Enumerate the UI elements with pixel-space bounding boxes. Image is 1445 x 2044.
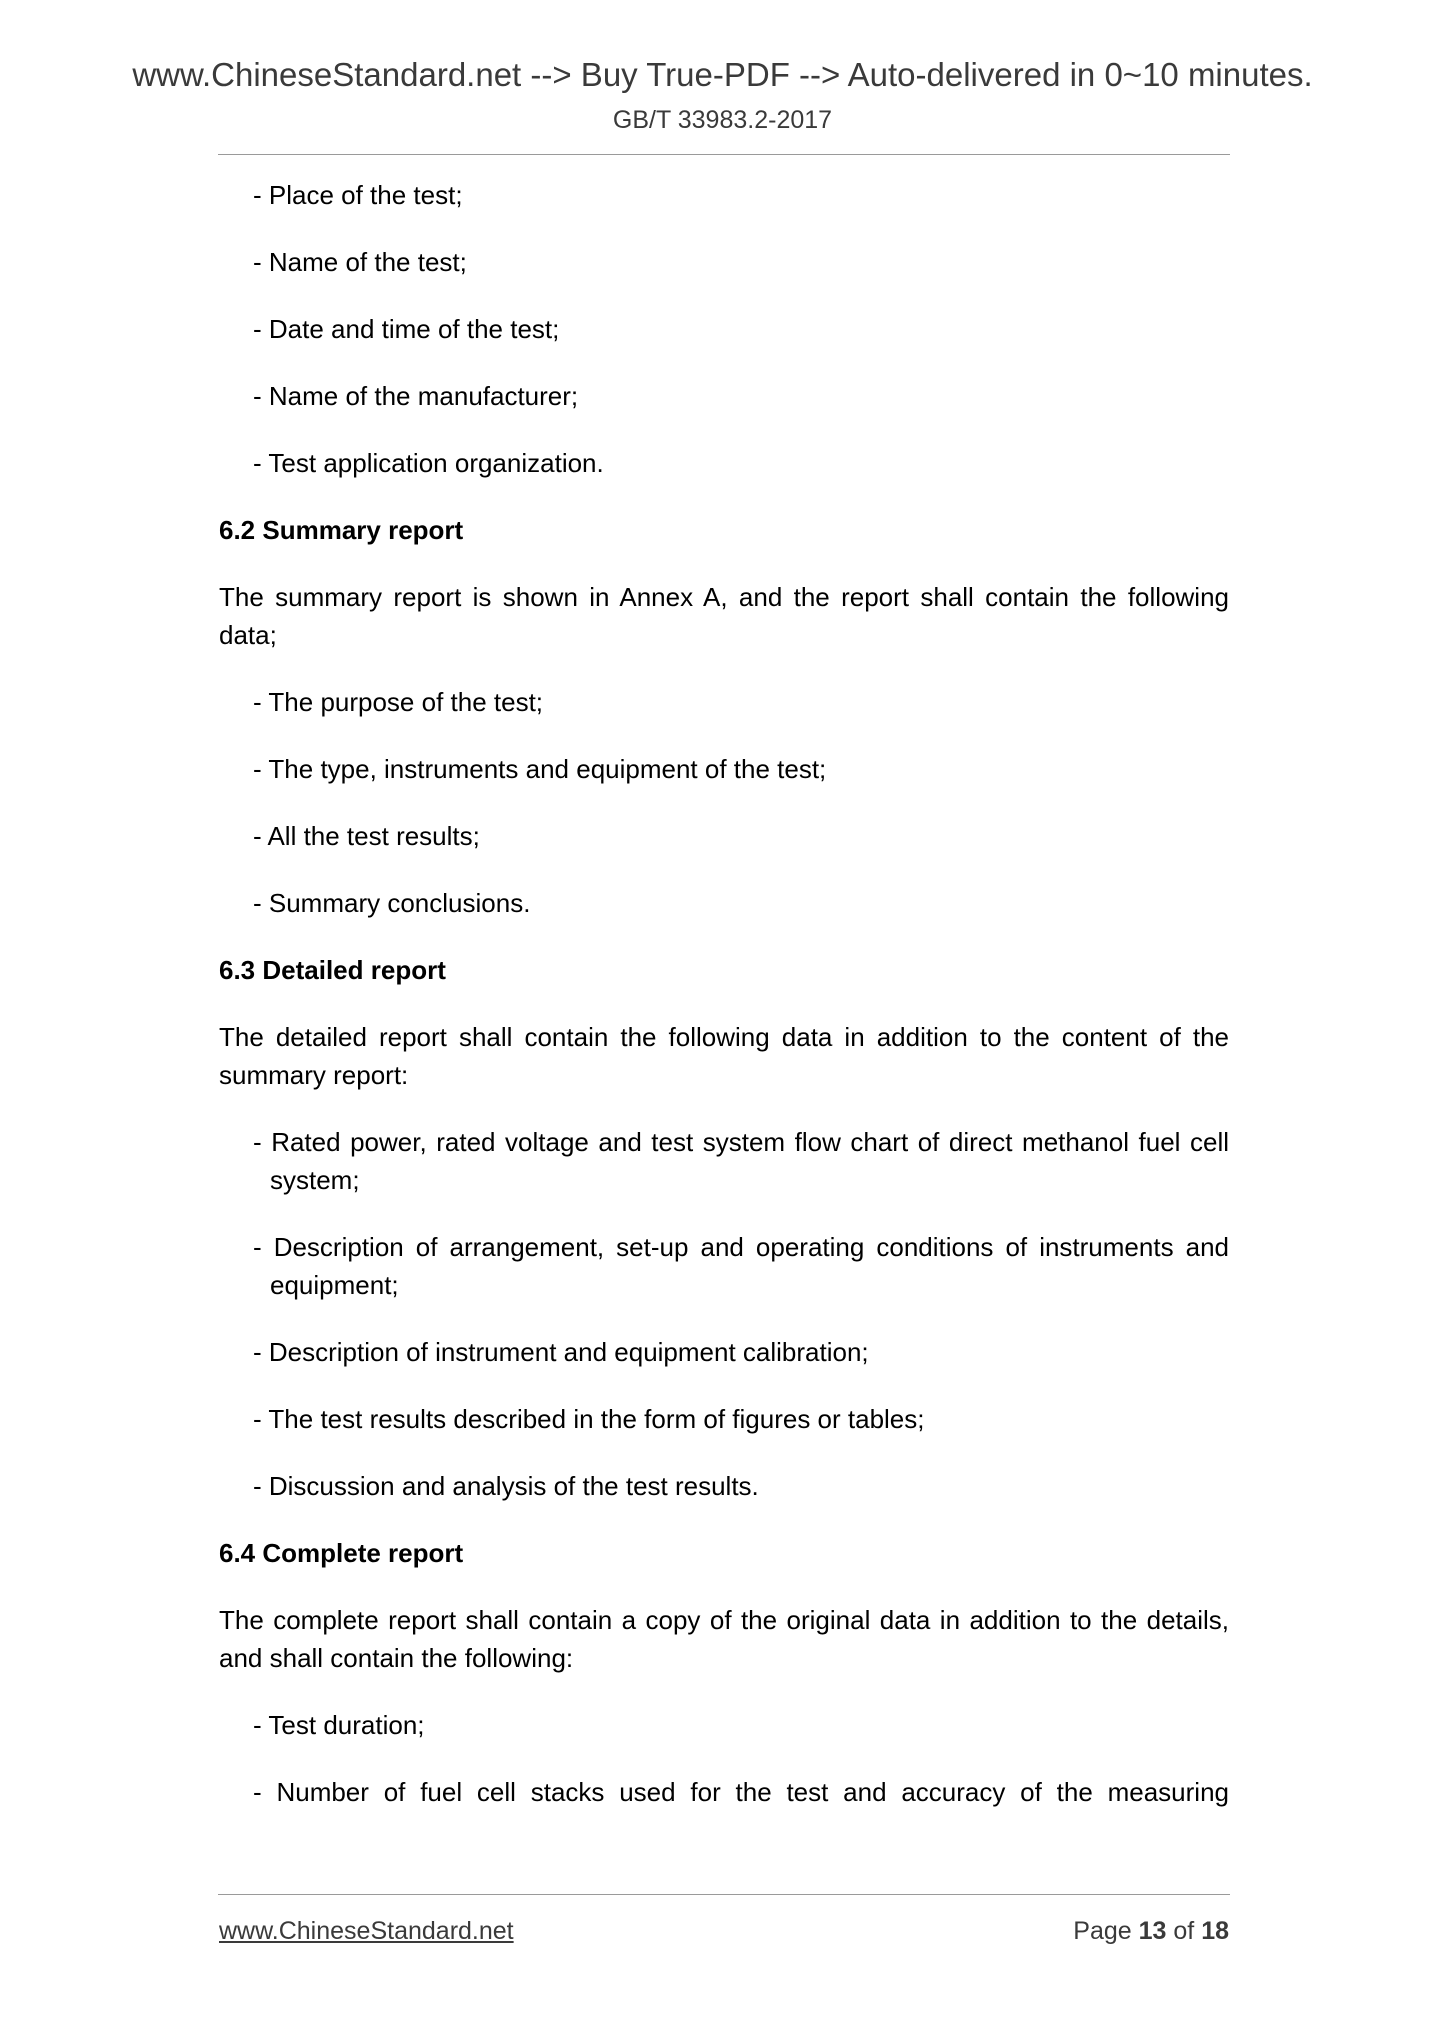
footer-site-link[interactable]: www.ChineseStandard.net [219, 1917, 514, 1945]
list-item: - Discussion and analysis of the test results. [253, 1471, 759, 1501]
section-heading-6-4: 6.4 Complete report [219, 1538, 464, 1568]
list-item: - All the test results; [253, 821, 480, 851]
header-banner: www.ChineseStandard.net --> Buy True-PDF --> Auto-delivered in 0~10 minutes. [132, 56, 1313, 93]
list-item: - Name of the test; [253, 247, 467, 277]
page-total: 18 [1201, 1917, 1229, 1945]
list-item: - Rated power, rated voltage and test system flow chart of direct methanol fuel cell system; [253, 1127, 1229, 1195]
list-item: - Place of the test; [253, 180, 463, 210]
list-item: - Description of arrangement, set-up and operating conditions of instruments and equipment; [253, 1232, 1229, 1300]
list-item: - The type, instruments and equipment of the test; [253, 754, 827, 784]
section-paragraph-6-4: The complete report shall contain a copy of the original data in addition to the details, and shall contain the following: [219, 1605, 1229, 1673]
footer-divider [218, 1894, 1230, 1895]
list-item: - Test application organization. [253, 448, 604, 478]
section-paragraph-6-2: The summary report is shown in Annex A, and the report shall contain the following data; [219, 582, 1229, 650]
list-item: - Test duration; [253, 1710, 425, 1740]
header-divider [218, 154, 1230, 155]
list-item: - Description of instrument and equipment calibration; [253, 1337, 869, 1367]
section-paragraph-6-3: The detailed report shall contain the following data in addition to the content of the summary report: [219, 1022, 1229, 1090]
list-item: - Name of the manufacturer; [253, 381, 579, 411]
list-item: - The purpose of the test; [253, 687, 544, 717]
page-of: of [1173, 1917, 1195, 1945]
header-standard-id: GB/T 33983.2-2017 [612, 106, 833, 134]
list-item: - The test results described in the form of figures or tables; [253, 1404, 925, 1434]
page-prefix: Page [1073, 1917, 1132, 1945]
section-heading-6-3: 6.3 Detailed report [219, 955, 446, 985]
list-item: - Summary conclusions. [253, 888, 531, 918]
list-item: - Number of fuel cell stacks used for the test and accuracy of the measuring [253, 1777, 1229, 1807]
page-number [1073, 1912, 1229, 1950]
section-heading-6-2: 6.2 Summary report [219, 515, 464, 545]
page-current: 13 [1138, 1917, 1167, 1945]
list-item: - Date and time of the test; [253, 314, 560, 344]
